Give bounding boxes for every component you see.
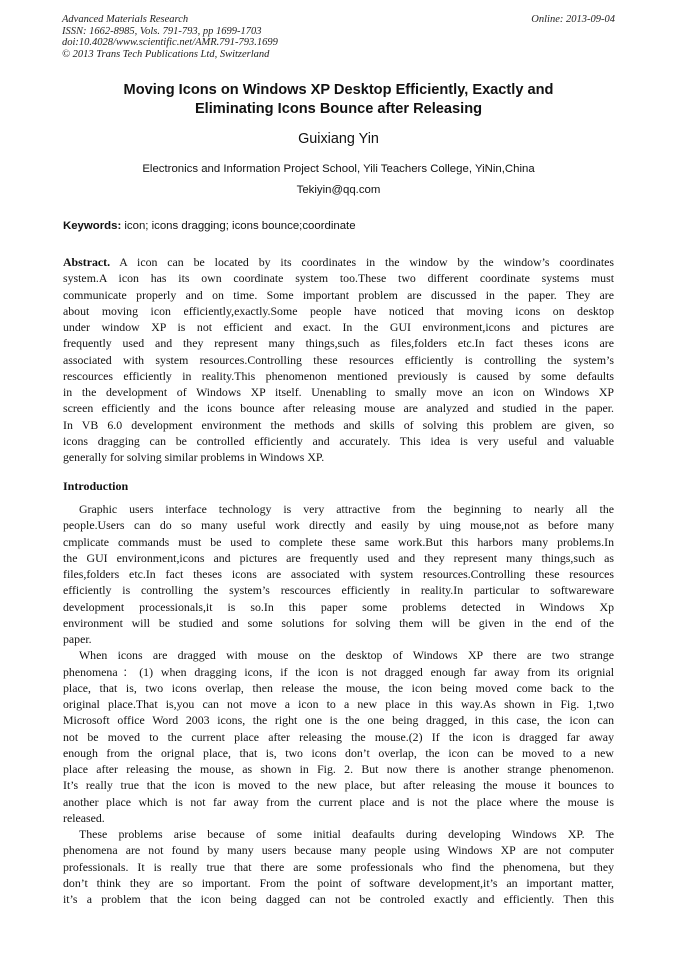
intro-line: place, that is, two icons overlap, then release the mouse, the icon being moved come back to the [63,680,614,695]
abstract-line: icons dragging can be controlled efficiently and accurately. This idea is very useful and valuable [63,433,614,448]
author-affiliation: Electronics and Information Project School, Yili Teachers College, YiNin,China [142,163,535,175]
doi-line: doi:10.4028/www.scientific.net/AMR.791-793.1699 [62,37,278,49]
online-date: Online: 2013-09-04 [531,14,615,25]
abstract-line: associated with system resources.Controlling these resources efficiently is controlling the system’s [63,352,614,367]
title-line-1: Moving Icons on Windows XP Desktop Efficiently, Exactly and [123,82,554,98]
intro-line: When icons are dragged with mouse on the desktop of Windows XP there are two strange [79,648,614,663]
abstract-line: frequently used and they represent many things,such as files,folders etc.In fact theses icons are [63,336,614,351]
abstract-line: rescources efficiently in reality.This phenomenon mentioned previously is caused by some defaults [63,368,614,383]
abstract-line: Abstract. A icon can be located by its coordinates in the window by the window’s coordinates [63,255,614,269]
paper-title [62,81,615,118]
intro-line: These problems arise because of some initial deafaults during developing Windows XP. The [79,827,614,841]
intro-line: It’s really true that the icon is moved to the new place, but after releasing the mouse it bounces to [63,778,614,793]
intro-line: files,folders etc.In fact theses icons are associated with system resources.Controlling these resources [63,567,614,581]
intro-line: don’t think they are so important. From the point of software development,it’s an important matter, [63,875,614,890]
intro-line: it’s a problem that the icon being dagged can not be controled exactly and efficiently. Then this [63,892,614,906]
introduction-body [63,501,614,907]
author-email: Tekiyin@qq.com [296,184,381,196]
intro-line: the GUI environment,icons and pictures are frequently used and they represent many things,such as [63,550,614,565]
intro-line: original place.That is,you can not move a icon to a new place in this way.As shown in Fig. 1,two [63,697,614,711]
copyright-line: © 2013 Trans Tech Publications Ltd, Switzerland [62,48,270,60]
intro-line: not be moved to the current place after releasing the mouse.(2) If the icon is dragged far away [63,729,614,744]
intro-line: phenomena：(1) when dragging icons, if the icon is not dragged enough far away from its orignial [63,664,614,679]
intro-line: environment will be studied and some solutions for solving them will be given in the end of the [63,615,614,630]
intro-line: released. [63,810,105,825]
section-heading-introduction: Introduction [63,479,129,493]
title-line-2: Eliminating Icons Bounce after Releasing [194,100,483,117]
abstract-line: communicate properly and on time. Some important problem are discussed in the paper. They are [63,287,614,302]
abstract-line: generally for solving similar problems in Windows XP. [63,450,325,464]
abstract-line: under window XP is not efficient and exact. In the GUI environment,icons and pictures are [63,320,614,334]
abstract-label: Abstract. [63,255,111,269]
keywords-label: Keywords: [63,220,122,232]
abstract-line: screen efficiently and the icons bounce after releasing mouse are analyzed and studied in the paper. [63,401,614,416]
author-name: Guixiang Yin [298,131,379,147]
abstract-line: In VB 6.0 development environment the methods and skills of solving this problem are given, so [63,417,614,432]
journal-header [62,14,278,60]
intro-line: phenomena are not found by many users because many people using Windows XP are not computer [63,843,614,858]
intro-line: paper. [63,632,92,646]
intro-line: Graphic users interface technology is very attractive from the beginning to nearly all the [79,502,614,516]
abstract [63,254,614,465]
intro-line: Microsoft office Word 2003 icons, the right one is the one being dragged, in this case, the icon can [63,713,614,728]
journal-name: Advanced Materials Research [62,14,189,25]
intro-line: place after releasing the mouse, as shown in Fig. 2. But now there is another strange phenomenon. [63,762,614,776]
abstract-line: about moving icon efficiently,exactly.Some people have noticed that moving icons on desktop [63,303,614,318]
intro-line: enough from the orignal place, that is, two icons don’t overlap, the icon can be moved to a new [63,745,614,760]
intro-line: another place which is not far away from the current place and is not the place where the mouse is [63,794,614,809]
keywords-text: icon; icons dragging; icons bounce;coordinate [121,220,356,232]
intro-line: efficiently is controlling the system’s rescources efficiently in reality.In particular to softwareware [63,583,614,598]
intro-line: professionals. It is really true that there are some professionals who find the phenomena, but they [63,859,614,874]
intro-line: cmplicate commands must be used to complete these same work.But this harbors many problems.In [63,534,614,549]
issn-line: ISSN: 1662-8985, Vols. 791-793, pp 1699-1703 [62,25,262,37]
intro-line: people.Users can do so many useful work directly and easily by uing mouse,not as before many [63,518,614,533]
abstract-line: in the development of Windows XP itself. Unenabling to smally move an icon on Windows XP [63,385,614,399]
abstract-line: system.A icon has its own coordinate system too.These two different coordinate systems must [63,271,614,286]
intro-line: development processionals,it is so.In this paper some problems detected in Windows Xp [63,599,614,614]
keywords [63,220,356,232]
